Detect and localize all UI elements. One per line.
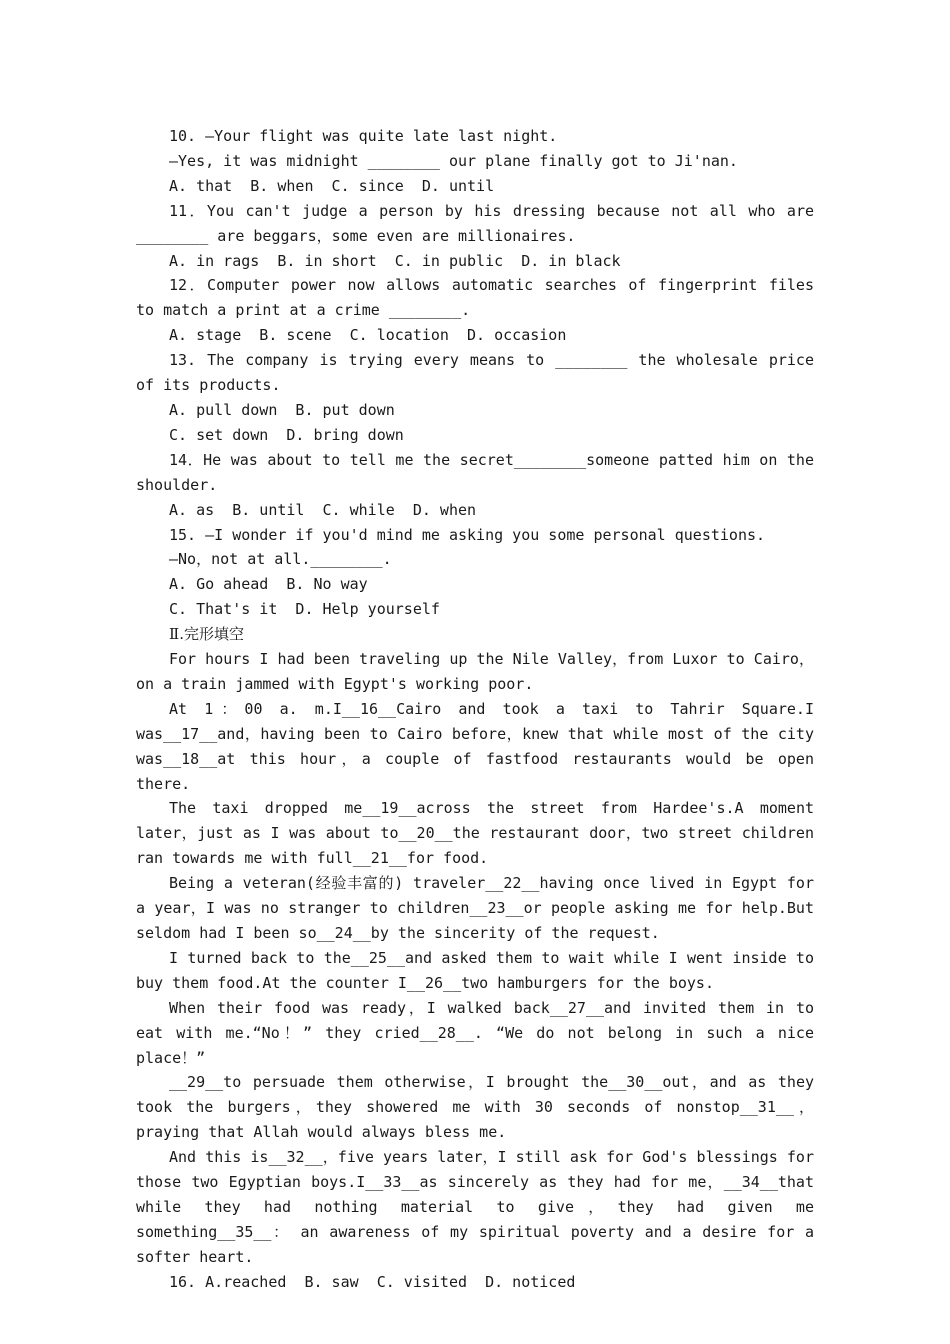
question-13-stem: 13. The company is trying every means to ________ the wholesale price of its products. (136, 351, 824, 395)
question-10-options: A. that B. when C. since D. until (169, 176, 495, 195)
answer-16-options: 16. A.reached B. saw C. visited D. noticed (169, 1272, 576, 1291)
question-15-options-a: A. Go ahead B. No way (169, 575, 368, 594)
passage-paragraph: I turned back to the__25__and asked them to wait while I went inside to buy them food.At the counter I__26__two hamburgers for the boys. (136, 948, 824, 992)
question-14-options: A. as B. until C. while D. when (169, 500, 477, 519)
question-12-options: A. stage B. scene C. location D. occasion (169, 326, 567, 345)
passage-paragraph: When their food was ready，I walked back__27__and invited them in to eat with me.“No！” they cried__28__. “We do not belong in such a nice place！” (136, 998, 824, 1067)
question-10-reply: —Yes, it was midnight ________ our plane finally got to Ji'nan. (169, 151, 738, 170)
question-14-stem: 14．He was about to tell me the secret________someone patted him on the shoulder. (136, 450, 824, 494)
passage-paragraph: The taxi dropped me__19__across the street from Hardee's.A moment later，just as I was about to__20__the restaurant door，two street children ran towards me with full__21__for food. (136, 799, 824, 868)
passage-paragraph: And this is__32__，five years later，I still ask for God's blessings for those two Egyptian boys.I__33__as sincerely as they had for me，__34__that while they had nothing material to give，they had given me something__35__： an awareness of my spiritual poverty and a desire for a softer heart. (136, 1148, 824, 1266)
question-10-stem: 10. —Your flight was quite late last night. (169, 127, 558, 145)
passage-paragraph: For hours I had been traveling up the Nile Valley，from Luxor to Cairo，on a train jammed with Egypt's working poor. (136, 650, 814, 693)
passage-paragraph: At 1：00 a. m.I__16__Cairo and took a taxi to Tahrir Square.I was__17__and，having been to Cairo before，knew that while most of the city was__18__at this hour，a couple of fastfood restaurants would be open there. (136, 699, 824, 793)
passage-paragraph: __29__to persuade them otherwise，I brought the__30__out，and as they took the burgers，they showered me with 30 seconds of nonstop__31__，praying that Allah would always bless me. (136, 1073, 824, 1142)
question-13-options-a: A. pull down B. put down (169, 400, 395, 419)
section-heading: Ⅱ.完形填空 (169, 625, 244, 644)
question-15-reply: —No，not at all.________. (169, 550, 392, 569)
question-11-stem: 11．You can't judge a person by his dressing because not all who are ________ are beggars，some even are millionaires. (136, 201, 824, 245)
question-15-options-b: C. That's it D. Help yourself (169, 600, 440, 619)
question-13-options-b: C. set down D. bring down (169, 425, 404, 444)
passage-paragraph: Being a veteran(经验丰富的) traveler__22__having once lived in Egypt for a year，I was no stranger to children__23__or people asking me for help.But seldom had I been so__24__by the sincerity of the request. (136, 874, 824, 942)
question-15-stem: 15. —I wonder if you'd mind me asking you some personal questions. (169, 525, 766, 544)
question-11-options: A. in rags B. in short C. in public D. in black (169, 251, 621, 270)
document-body (136, 124, 824, 1295)
question-12-stem: 12．Computer power now allows automatic searches of fingerprint files to match a print at a crime ________. (136, 276, 824, 320)
